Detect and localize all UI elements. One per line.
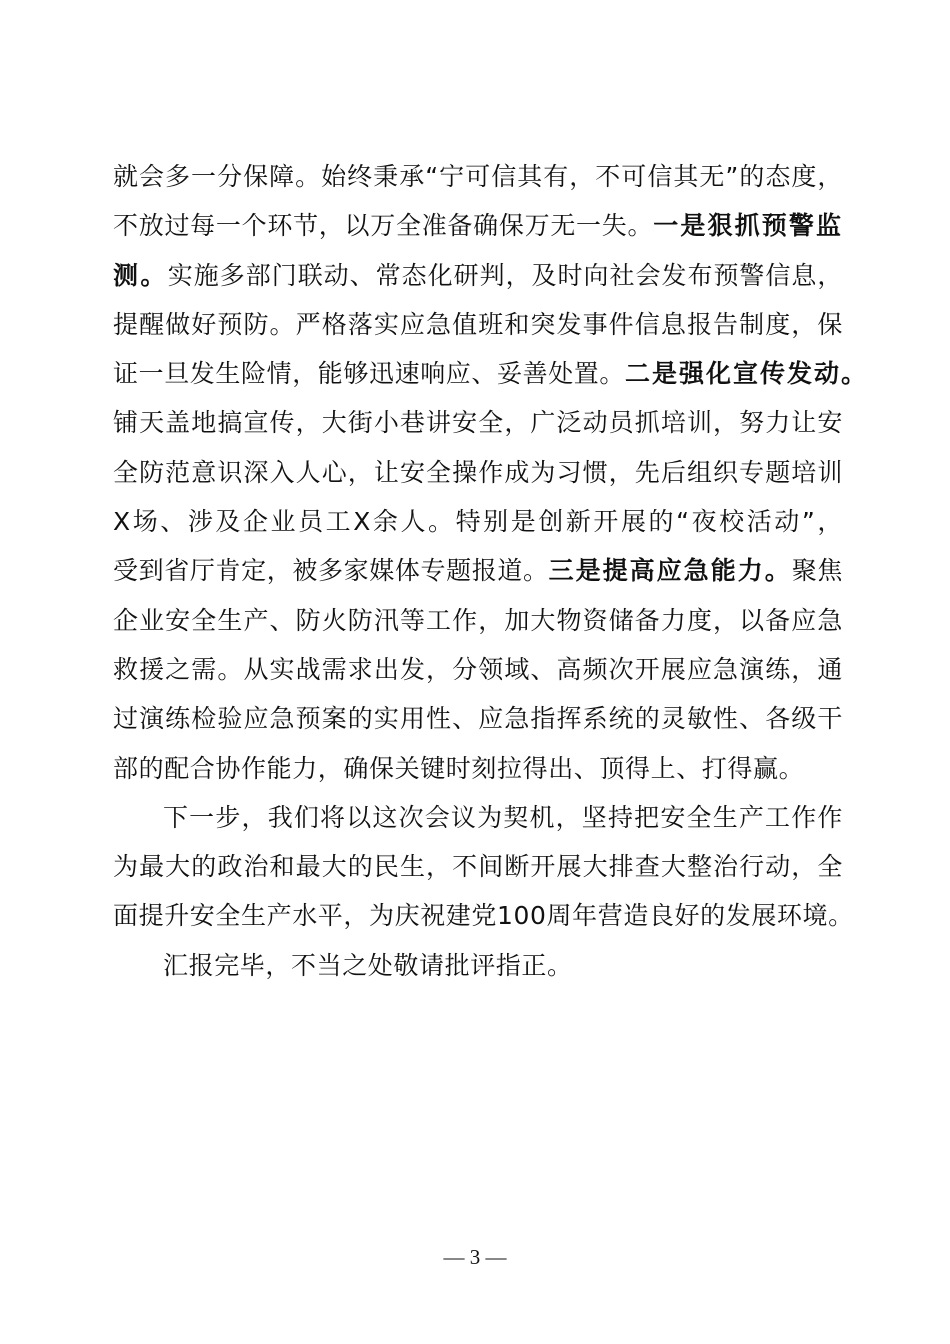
- text-run: 部的配合协作能力，确保关键时刻拉得出、顶得上、打得赢。: [113, 753, 805, 783]
- text-line: [113, 251, 843, 300]
- text-line: [113, 300, 843, 349]
- closing-line: [113, 941, 843, 990]
- text-line: [113, 201, 843, 250]
- emphasis-heading: 一是狠抓预警监: [653, 211, 843, 241]
- emphasis-heading: 三是提高应急能力。: [548, 556, 792, 586]
- text-run: 为最大的政治和最大的民生，不间断开展大排查大整治行动，全: [113, 852, 843, 882]
- text-line: [113, 546, 843, 595]
- text-line: [113, 152, 843, 201]
- text-run: X场、涉及企业员工X余人。特别是创新开展的“夜校活动”，: [113, 507, 843, 537]
- text-run: 企业安全生产、防火防汛等工作，加大物资储备力度，以备应急: [113, 605, 843, 635]
- paragraph-first-line: [113, 793, 843, 842]
- text-run: 证一旦发生险情，能够迅速响应、妥善处置。: [113, 359, 626, 389]
- text-line: [113, 497, 843, 546]
- page-number: — 3 —: [443, 1245, 507, 1269]
- text-run: 汇报完毕，不当之处敬请批评指正。: [163, 950, 573, 980]
- text-run: 全防范意识深入人心，让安全操作成为习惯，先后组织专题培训: [113, 457, 843, 487]
- text-run: 面提升安全生产水平，为庆祝建党100周年营造良好的发展环境。: [113, 901, 854, 931]
- text-run: 不放过每一个环节，以万全准备确保万无一失。: [113, 211, 654, 241]
- text-line: [113, 744, 843, 793]
- text-run: 下一步，我们将以这次会议为契机，坚持把安全生产工作作: [163, 802, 843, 832]
- text-run: 过演练检验应急预案的实用性、应急指挥系统的灵敏性、各级干: [113, 704, 843, 734]
- text-line: [113, 842, 843, 891]
- text-line: [113, 645, 843, 694]
- text-line: [113, 596, 843, 645]
- text-run: 实施多部门联动、常态化研判，及时向社会发布预警信息，: [167, 260, 843, 290]
- emphasis-heading: 测。: [113, 260, 168, 290]
- text-run: 就会多一分保障。始终秉承“宁可信其有，不可信其无”的态度，: [113, 162, 843, 191]
- text-line: [113, 349, 869, 398]
- text-line: [113, 398, 843, 447]
- text-run: 铺天盖地搞宣传，大街小巷讲安全，广泛动员抓培训，努力让安: [113, 408, 843, 438]
- text-line: [113, 694, 843, 743]
- text-run: 救援之需。从实战需求出发，分领域、高频次开展应急演练，通: [113, 654, 843, 684]
- text-run: 提醒做好预防。严格落实应急值班和突发事件信息报告制度，保: [113, 309, 843, 339]
- emphasis-heading: 二是强化宣传发动。: [625, 359, 869, 389]
- body-text: [113, 152, 869, 990]
- text-line: [113, 448, 843, 497]
- text-run: 受到省厅肯定，被多家媒体专题报道。: [113, 556, 549, 586]
- text-run: 聚焦: [791, 556, 844, 586]
- text-line: [113, 891, 854, 940]
